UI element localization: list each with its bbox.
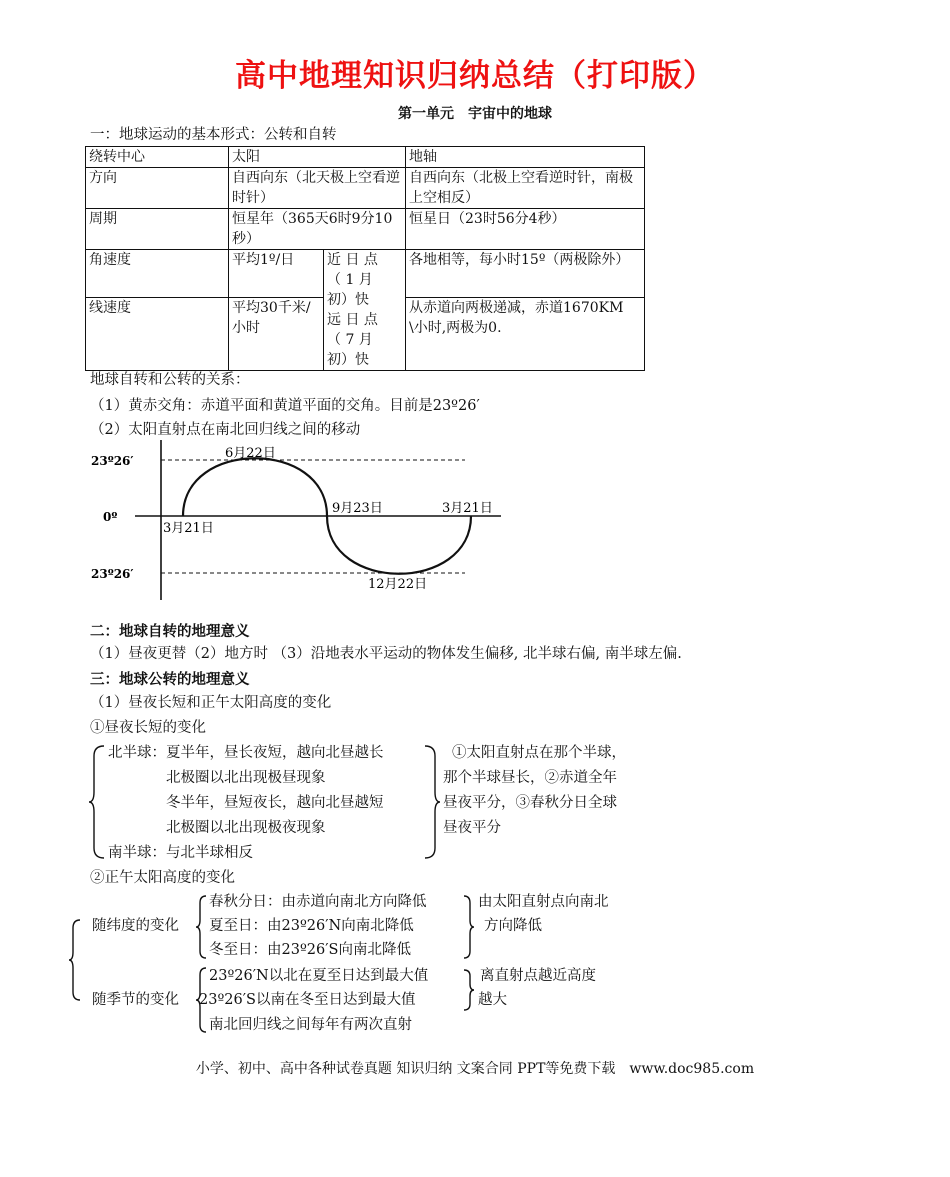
table-cell: 恒星日（23时56分4秒） — [406, 209, 645, 250]
equinox-text: 春秋分日：由赤道向南北方向降低 — [209, 894, 427, 910]
table-cell: 自西向东（北天极上空看逆时针） — [229, 168, 406, 209]
southern-hemisphere-text: 南半球：与北半球相反 — [108, 845, 253, 861]
latitude-brace — [194, 894, 208, 960]
date-label-march-start: 3月21日 — [163, 521, 214, 536]
page-footer: 小学、初中、高中各种试卷真题 知识归纳 文案合同 PPT等免费下载 www.doc985.com — [195, 1061, 755, 1077]
page-title: 高中地理知识归纳总结（打印版） — [235, 58, 715, 94]
latitude-note-line: 方向降低 — [484, 918, 542, 934]
noon-height-heading: ②正午太阳高度的变化 — [90, 870, 235, 886]
season-note-line: 越大 — [478, 992, 507, 1008]
aphelion-line: 初）快 — [327, 352, 369, 368]
table-cell: 太阳 — [229, 147, 406, 168]
table-cell: 线速度 — [86, 298, 229, 371]
latitude-variation-label: 随纬度的变化 — [92, 918, 179, 934]
perihelion-cell — [324, 250, 406, 371]
table-cell: 角速度 — [86, 250, 229, 298]
subsolar-point-diagram — [85, 440, 515, 600]
table-cell: 绕转中心 — [86, 147, 229, 168]
table-cell: 方向 — [86, 168, 229, 209]
tropic-label-north: 23º26′ — [91, 454, 134, 468]
table-cell: 地轴 — [406, 147, 645, 168]
season-note-line: 离直射点越近高度 — [480, 968, 596, 984]
tropic-label-south: 23º26′ — [91, 567, 134, 581]
section3-heading: 三：地球公转的地理意义 — [90, 672, 250, 688]
season-tropic-text: 南北回归线之间每年有两次直射 — [209, 1017, 412, 1033]
subsolar-migration-text: （2）太阳直射点在南北回归线之间的移动 — [90, 422, 361, 438]
date-label-march-end: 3月21日 — [442, 501, 493, 516]
season-south-text: 23º26′S以南在冬至日达到最大值 — [199, 992, 416, 1008]
date-label-june: 6月22日 — [225, 446, 276, 461]
section2-heading: 二：地球自转的地理意义 — [90, 624, 250, 640]
summary-note-line: 昼夜平分，③春秋分日全球 — [443, 795, 617, 811]
table-row — [86, 209, 645, 250]
summary-note-line: 昼夜平分 — [443, 820, 501, 836]
earth-motion-table — [85, 146, 645, 371]
table-cell: 自西向东（北极上空看逆时针，南极上空相反） — [406, 168, 645, 209]
table-cell: 各地相等，每小时15º（两极除外） — [406, 250, 645, 298]
table-row — [86, 168, 645, 209]
perihelion-line: 近 日 点 — [327, 252, 378, 268]
polar-night-text: 北极圈以北出现极夜现象 — [166, 820, 326, 836]
polar-day-text: 北极圈以北出现极昼现象 — [166, 770, 326, 786]
seasonal-variation-label: 随季节的变化 — [92, 992, 179, 1008]
aphelion-line: 远 日 点 — [327, 312, 378, 328]
latitude-note-brace — [462, 894, 476, 960]
table-row — [86, 147, 645, 168]
section1-heading: 一：地球运动的基本形式：公转和自转 — [90, 127, 337, 143]
perihelion-line: 初）快 — [327, 292, 369, 308]
summer-solstice-text: 夏至日：由23º26′N向南北降低 — [209, 918, 414, 934]
table-row — [86, 250, 645, 298]
aphelion-line: （ 7 月 — [327, 332, 373, 348]
equator-label: 0º — [103, 510, 118, 524]
date-label-december: 12月22日 — [368, 577, 428, 592]
right-brace — [423, 744, 441, 860]
table-cell: 平均1º/日 — [229, 250, 324, 298]
season-note-brace — [462, 968, 476, 1012]
table-cell: 恒星年（365天6时9分10秒） — [229, 209, 406, 250]
season-north-text: 23º26′N以北在夏至日达到最大值 — [209, 968, 429, 984]
table-cell: 从赤道向两极递减，赤道1670KM\小时,两极为0. — [406, 298, 645, 371]
section2-text: （1）昼夜更替（2）地方时 （3）沿地表水平运动的物体发生偏移, 北半球右偏, 南半球左偏. — [90, 646, 682, 662]
summary-note-line: ①太阳直射点在那个半球， — [452, 745, 626, 761]
day-length-heading: ①昼夜长短的变化 — [90, 720, 206, 736]
table-cell: 周期 — [86, 209, 229, 250]
winter-solstice-text: 冬至日：由23º26′S向南北降低 — [209, 942, 411, 958]
left-brace — [88, 744, 106, 860]
northern-hemisphere-summer: 北半球：夏半年，昼长夜短，越向北昼越长 — [108, 745, 384, 761]
outer-brace — [68, 918, 82, 1002]
northern-hemisphere-winter: 冬半年，昼短夜长，越向北昼越短 — [166, 795, 384, 811]
summary-note-line: 那个半球昼长，②赤道全年 — [443, 770, 617, 786]
unit-heading: 第一单元 宇宙中的地球 — [398, 106, 552, 122]
table-cell: 平均30千米/小时 — [229, 298, 324, 371]
obliquity-text: （1）黄赤交角：赤道平面和黄道平面的交角。目前是23º26′ — [90, 398, 480, 414]
perihelion-line: （ 1 月 — [327, 272, 373, 288]
latitude-note-line: 由太阳直射点向南北 — [478, 894, 609, 910]
relation-heading: 地球自转和公转的关系： — [90, 372, 250, 388]
section3-item1: （1）昼夜长短和正午太阳高度的变化 — [90, 695, 332, 711]
date-label-september: 9月23日 — [332, 501, 383, 516]
